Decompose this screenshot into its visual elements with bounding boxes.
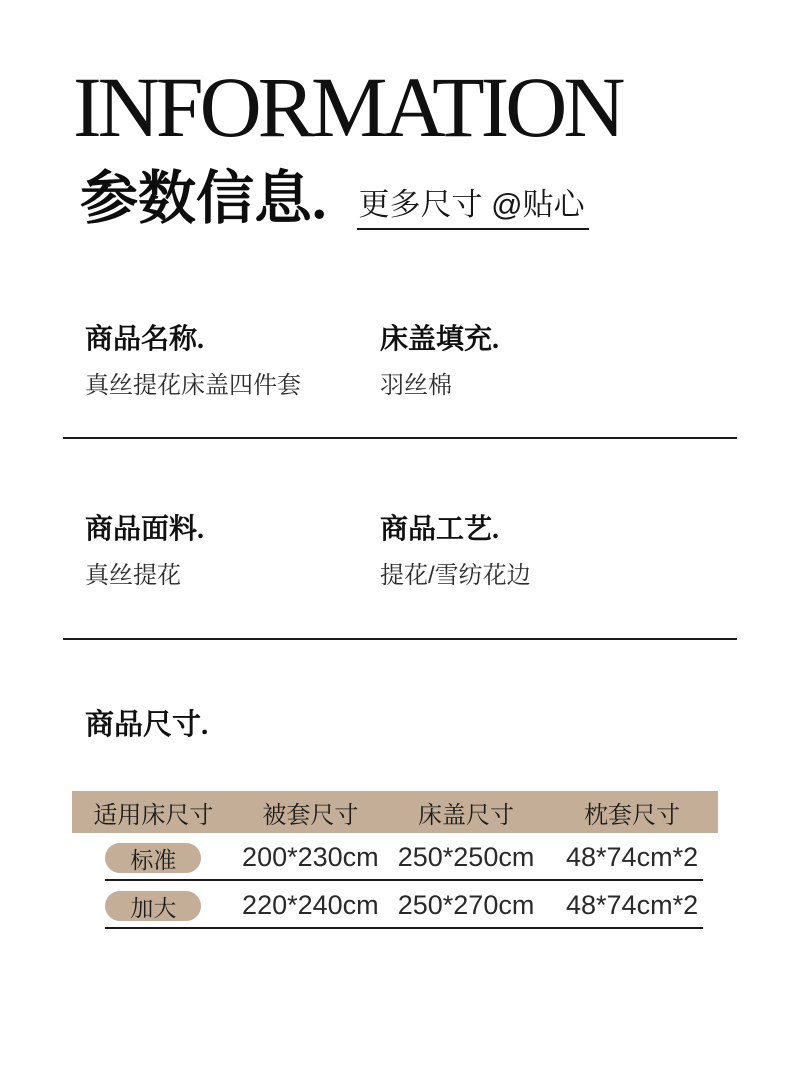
duvet-size-cell: 200*230cm [242, 841, 379, 872]
bed-size-cell [72, 889, 235, 921]
spec-value: 羽丝棉 [380, 372, 452, 399]
more-sizes-link[interactable]: 更多尺寸 @贴心 [357, 188, 589, 230]
bedspread-size-cell: 250*270cm [397, 889, 535, 920]
spec-section-1 [85, 324, 725, 400]
pillowcase-size-cell: 48*74cm*2 [566, 889, 699, 920]
table-row-large [72, 881, 718, 929]
col-header-bedspread-size: 床盖尺寸 [418, 801, 515, 829]
page-title-row [80, 168, 589, 230]
spec-product-name [85, 324, 380, 400]
spec-craft [380, 514, 725, 590]
spec-value: 真丝提花 [85, 562, 181, 589]
page-title-zh: 参数信息. [80, 166, 327, 231]
pillowcase-size-cell: 48*74cm*2 [566, 841, 699, 872]
col-header-duvet-size: 被套尺寸 [262, 801, 359, 829]
duvet-size-cell: 220*240cm [242, 889, 379, 920]
spec-value: 真丝提花床盖四件套 [85, 372, 301, 399]
size-table-header [72, 791, 718, 833]
section-divider [63, 638, 737, 640]
spec-label: 商品工艺. [380, 514, 500, 545]
size-section-heading: 商品尺寸. [85, 709, 209, 741]
section-divider [63, 437, 737, 439]
spec-label: 商品面料. [85, 514, 205, 545]
col-header-pillowcase-size: 枕套尺寸 [584, 801, 681, 829]
spec-value: 提花/雪纺花边 [380, 562, 531, 589]
bedspread-size-cell: 250*250cm [397, 841, 535, 872]
page-title-en: INFORMATION [73, 59, 622, 155]
bed-size-cell [72, 841, 235, 873]
spec-bedspread-filling [380, 324, 725, 400]
size-table [72, 791, 718, 929]
spec-label: 商品名称. [85, 324, 205, 355]
bed-size-badge: 标准 [105, 843, 201, 873]
spec-fabric [85, 514, 380, 590]
bed-size-badge: 加大 [105, 891, 201, 921]
col-header-bed-size: 适用床尺寸 [93, 801, 214, 829]
table-row-standard [72, 833, 718, 881]
spec-section-2 [85, 514, 725, 590]
spec-label: 床盖填充. [380, 324, 500, 355]
